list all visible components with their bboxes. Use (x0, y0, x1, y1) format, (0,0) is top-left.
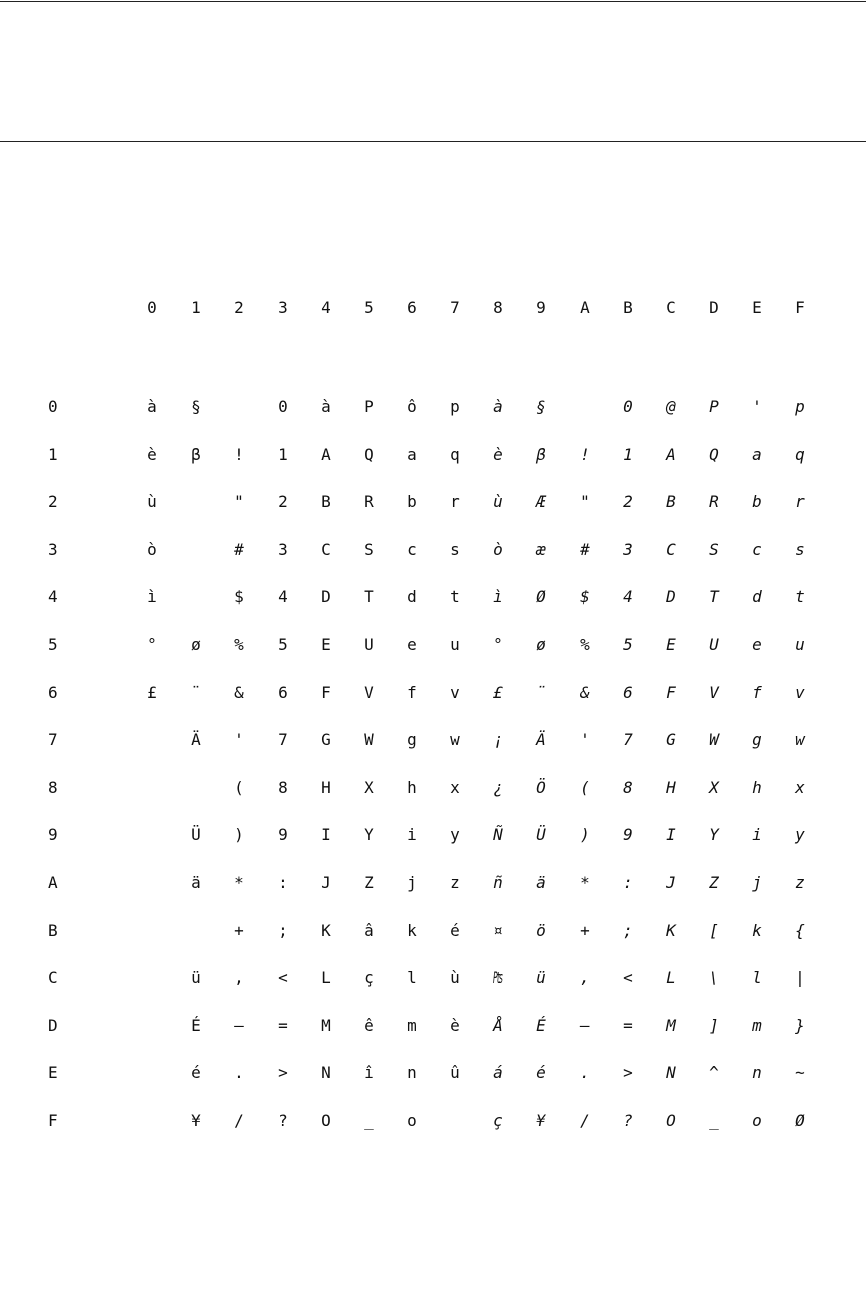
character-cell: R (709, 492, 719, 512)
column-header: 7 (450, 298, 460, 317)
character-cell: J (321, 873, 331, 892)
character-cell: h (752, 777, 762, 797)
character-cell: a (407, 444, 417, 464)
character-cell: _ (364, 1111, 374, 1130)
character-cell: " (580, 492, 590, 512)
character-cell: F (321, 682, 331, 702)
character-cell (137, 963, 167, 993)
character-cell: β (191, 444, 201, 464)
character-cell: ø (191, 635, 201, 654)
column-header: 3 (278, 298, 288, 317)
character-cell: Ñ (493, 825, 503, 845)
character-cell: f (407, 682, 417, 702)
character-cell: Ä (536, 730, 546, 750)
character-cell: à (147, 397, 157, 416)
character-cell: * (234, 873, 244, 892)
character-cell: c (407, 539, 417, 559)
character-cell: < (623, 968, 633, 988)
character-cell: ° (147, 635, 157, 654)
character-cell (137, 820, 167, 850)
character-cell: n (752, 1063, 762, 1083)
character-cell: M (321, 1015, 331, 1035)
character-cell: v (795, 682, 805, 702)
row-header: 5 (48, 635, 58, 654)
character-cell: Q (709, 444, 719, 464)
character-cell: ; (623, 920, 633, 940)
character-cell: l (407, 968, 417, 988)
character-cell: – (234, 1015, 244, 1035)
character-cell: 4 (278, 587, 288, 607)
column-header: 0 (147, 298, 157, 317)
character-cell: G (321, 730, 331, 750)
column-header: 5 (364, 298, 374, 317)
character-cell: H (666, 777, 676, 797)
character-cell: G (666, 730, 676, 750)
character-cell: ¥ (191, 1111, 201, 1130)
character-cell: , (234, 968, 244, 988)
row-header: 2 (48, 492, 58, 512)
row-header: A (48, 873, 58, 892)
character-cell: + (580, 920, 590, 940)
character-cell: ç (493, 1111, 503, 1130)
column-header: E (752, 298, 762, 317)
character-cell: * (580, 873, 590, 892)
character-cell: b (752, 492, 762, 512)
character-cell: 5 (278, 635, 288, 654)
character-cell: æ (536, 539, 546, 559)
character-cell: d (752, 587, 762, 607)
character-cell: § (536, 397, 546, 416)
character-cell (137, 773, 167, 803)
character-cell (181, 535, 211, 565)
character-cell: É (191, 1015, 201, 1035)
character-cell: S (709, 539, 719, 559)
character-cell: î (364, 1063, 374, 1083)
character-cell: ( (580, 777, 590, 797)
character-cell: ò (147, 539, 157, 559)
character-cell: Y (364, 825, 374, 845)
character-cell: á (493, 1063, 503, 1083)
character-cell: : (623, 873, 633, 892)
character-cell (224, 392, 254, 422)
character-cell: " (234, 492, 244, 512)
character-cell: P (709, 397, 719, 416)
character-cell: , (580, 968, 590, 988)
character-cell: ç (364, 968, 374, 988)
character-cell: ° (493, 635, 503, 654)
character-cell: V (709, 682, 719, 702)
character-cell: è (450, 1015, 460, 1035)
character-cell: ' (580, 730, 590, 750)
column-header: C (666, 298, 676, 317)
character-cell: O (321, 1111, 331, 1130)
character-cell: O (666, 1111, 676, 1130)
character-cell: Z (709, 873, 719, 892)
character-cell: M (666, 1015, 676, 1035)
character-cell: ] (709, 1015, 719, 1035)
character-cell: ñ (493, 873, 503, 892)
character-cell: 3 (278, 539, 288, 559)
character-cell: < (278, 968, 288, 988)
character-cell: . (234, 1063, 244, 1083)
character-cell: A (321, 444, 331, 464)
character-cell: Ä (191, 730, 201, 750)
column-header: B (623, 298, 633, 317)
character-cell: Z (364, 873, 374, 892)
character-cell (181, 582, 211, 612)
character-cell: ( (234, 777, 244, 797)
character-cell: m (752, 1015, 762, 1035)
character-cell: ! (234, 444, 244, 464)
row-header: D (48, 1015, 58, 1035)
character-cell: É (536, 1015, 546, 1035)
character-cell: \ (709, 968, 719, 988)
character-cell: é (536, 1063, 546, 1083)
character-cell (137, 1106, 167, 1136)
character-cell (137, 916, 167, 946)
character-cell: z (795, 873, 805, 892)
character-cell: t (450, 587, 460, 607)
character-cell: # (234, 539, 244, 559)
character-cell: + (234, 920, 244, 940)
row-header: 7 (48, 730, 58, 750)
character-cell: g (752, 730, 762, 750)
character-cell: Å (493, 1015, 503, 1035)
character-cell: 9 (623, 825, 633, 845)
character-cell: r (795, 492, 805, 512)
character-cell: 8 (623, 777, 633, 797)
character-cell: k (407, 920, 417, 940)
character-cell: d (407, 587, 417, 607)
column-header: 1 (191, 298, 201, 317)
character-cell: § (191, 397, 201, 416)
character-cell: & (234, 682, 244, 702)
character-cell: 3 (623, 539, 633, 559)
character-cell: | (795, 968, 805, 988)
character-cell: v (450, 682, 460, 702)
character-cell: @ (666, 397, 676, 416)
character-cell: Q (364, 444, 374, 464)
character-cell: = (623, 1015, 633, 1035)
character-cell: z (450, 873, 460, 892)
character-cell: ~ (795, 1063, 805, 1083)
column-header: D (709, 298, 719, 317)
character-cell: W (709, 730, 719, 750)
character-cell: V (364, 682, 374, 702)
character-cell (137, 868, 167, 898)
character-cell: K (321, 920, 331, 940)
column-header: 8 (493, 298, 503, 317)
character-cell: R (364, 492, 374, 512)
character-cell: H (321, 777, 331, 797)
character-cell: £ (147, 682, 157, 702)
character-cell: p (795, 397, 805, 416)
character-cell: / (234, 1111, 244, 1130)
character-cell: 8 (278, 777, 288, 797)
character-cell: ì (147, 587, 157, 607)
character-cell: e (407, 635, 417, 654)
character-cell: t (795, 587, 805, 607)
character-cell: = (278, 1015, 288, 1035)
character-cell: ù (450, 968, 460, 988)
row-header: B (48, 920, 58, 940)
character-cell: 2 (278, 492, 288, 512)
character-cell: £ (493, 682, 503, 702)
character-cell: ù (147, 492, 157, 512)
character-cell: ¡ (493, 730, 503, 750)
character-cell: y (795, 825, 805, 845)
character-cell: [ (709, 920, 719, 940)
character-cell: Ü (536, 825, 546, 845)
row-header: 4 (48, 587, 58, 607)
character-cell: h (407, 777, 417, 797)
row-header: 1 (48, 444, 58, 464)
character-cell: â (364, 920, 374, 940)
character-cell: ü (536, 968, 546, 988)
character-cell (137, 725, 167, 755)
row-header: F (48, 1111, 58, 1130)
character-cell: _ (709, 1111, 719, 1130)
character-cell: 4 (623, 587, 633, 607)
row-header: C (48, 968, 58, 988)
character-cell: C (666, 539, 676, 559)
character-cell: f (752, 682, 762, 702)
character-cell: a (752, 444, 762, 464)
character-cell: F (666, 682, 676, 702)
character-cell: ) (234, 825, 244, 845)
character-cell: ü (191, 968, 201, 988)
character-cell: L (321, 968, 331, 988)
character-cell: E (321, 635, 331, 654)
character-cell (181, 773, 211, 803)
character-cell: U (364, 635, 374, 654)
character-cell: X (364, 777, 374, 797)
character-cell: ê (364, 1015, 374, 1035)
character-cell: p (450, 397, 460, 416)
character-cell: Ø (536, 587, 546, 607)
character-cell: ø (536, 635, 546, 654)
character-cell: Ø (795, 1111, 805, 1130)
column-header: 9 (536, 298, 546, 317)
character-cell: Ö (536, 777, 546, 797)
column-header: 4 (321, 298, 331, 317)
character-cell: 2 (623, 492, 633, 512)
character-cell: J (666, 873, 676, 892)
character-cell: ö (536, 920, 546, 940)
character-cell: B (666, 492, 676, 512)
character-cell: X (709, 777, 719, 797)
character-cell: ¥ (536, 1111, 546, 1130)
character-cell: & (580, 682, 590, 702)
character-cell: . (580, 1063, 590, 1083)
character-cell: s (450, 539, 460, 559)
character-cell: 7 (278, 730, 288, 750)
column-header: 6 (407, 298, 417, 317)
character-cell: 1 (278, 444, 288, 464)
character-cell: } (795, 1015, 805, 1035)
character-cell (440, 1106, 470, 1136)
character-cell: û (450, 1063, 460, 1083)
row-header: 3 (48, 539, 58, 559)
character-cell: y (450, 825, 460, 845)
character-cell: – (580, 1015, 590, 1035)
character-cell: r (450, 492, 460, 512)
character-cell: W (364, 730, 374, 750)
character-cell: A (666, 444, 676, 464)
character-cell: > (623, 1063, 633, 1083)
character-cell: U (709, 635, 719, 654)
character-cell: 5 (623, 635, 633, 654)
column-header: 2 (234, 298, 244, 317)
character-cell: j (407, 873, 417, 892)
character-cell: è (147, 444, 157, 464)
character-cell: E (666, 635, 676, 654)
character-cell: i (407, 825, 417, 845)
character-cell: ' (234, 730, 244, 750)
character-cell: # (580, 539, 590, 559)
character-cell: ^ (709, 1063, 719, 1083)
character-cell: 0 (278, 397, 288, 416)
character-cell: ¨ (191, 682, 201, 702)
column-header: A (580, 298, 590, 317)
character-cell: ò (493, 539, 503, 559)
row-header: 6 (48, 682, 58, 702)
character-cell: ù (493, 492, 503, 512)
character-cell: : (278, 873, 288, 892)
character-cell: à (493, 397, 503, 416)
character-cell: b (407, 492, 417, 512)
character-cell: n (407, 1063, 417, 1083)
character-cell: T (364, 587, 374, 607)
character-cell: ? (623, 1111, 633, 1130)
character-cell: > (278, 1063, 288, 1083)
character-cell: ₧ (493, 968, 503, 988)
character-cell: L (666, 968, 676, 988)
character-cell: I (321, 825, 331, 845)
character-cell (181, 916, 211, 946)
row-header: E (48, 1063, 58, 1083)
character-cell (137, 1058, 167, 1088)
character-cell: $ (580, 587, 590, 607)
character-cell: j (752, 873, 762, 892)
character-cell: 1 (623, 444, 633, 464)
character-cell: D (666, 587, 676, 607)
character-cell: q (795, 444, 805, 464)
character-cell: c (752, 539, 762, 559)
character-cell: B (321, 492, 331, 512)
character-cell: ô (407, 397, 417, 416)
row-header: 0 (48, 397, 58, 416)
character-cell: ä (536, 873, 546, 892)
character-cell: T (709, 587, 719, 607)
character-cell: ¿ (493, 777, 503, 797)
character-cell: % (580, 635, 590, 654)
character-cell: u (450, 635, 460, 654)
character-cell: D (321, 587, 331, 607)
character-cell: 6 (278, 682, 288, 702)
character-cell: q (450, 444, 460, 464)
character-cell: I (666, 825, 676, 845)
character-cell: Y (709, 825, 719, 845)
character-cell: $ (234, 587, 244, 607)
character-cell: é (450, 920, 460, 940)
character-cell: o (752, 1111, 762, 1130)
character-cell: C (321, 539, 331, 559)
character-cell: s (795, 539, 805, 559)
character-cell: N (321, 1063, 331, 1083)
character-cell: g (407, 730, 417, 750)
character-cell: ¨ (536, 682, 546, 702)
character-cell: S (364, 539, 374, 559)
character-cell: / (580, 1111, 590, 1130)
character-cell: m (407, 1015, 417, 1035)
character-cell: u (795, 635, 805, 654)
character-cell: è (493, 444, 503, 464)
character-cell: K (666, 920, 676, 940)
row-header: 8 (48, 777, 58, 797)
character-cell: Æ (536, 492, 546, 512)
character-cell: i (752, 825, 762, 845)
character-cell: w (450, 730, 460, 750)
character-cell: P (364, 397, 374, 416)
character-cell: x (795, 777, 805, 797)
character-cell: ì (493, 587, 503, 607)
character-cell: 7 (623, 730, 633, 750)
character-cell: ä (191, 873, 201, 892)
column-header: F (795, 298, 805, 317)
character-cell: β (536, 444, 546, 464)
character-cell: é (191, 1063, 201, 1083)
character-cell: N (666, 1063, 676, 1083)
character-cell: 6 (623, 682, 633, 702)
character-cell: à (321, 397, 331, 416)
character-cell: 9 (278, 825, 288, 845)
character-cell (181, 487, 211, 517)
row-header: 9 (48, 825, 58, 845)
character-cell: Ü (191, 825, 201, 845)
character-cell: e (752, 635, 762, 654)
character-cell: x (450, 777, 460, 797)
character-cell: ) (580, 825, 590, 845)
character-cell: ? (278, 1111, 288, 1130)
character-cell: k (752, 920, 762, 940)
character-cell: ' (752, 397, 762, 416)
character-cell: % (234, 635, 244, 654)
character-cell: 0 (623, 397, 633, 416)
character-cell (137, 1011, 167, 1041)
character-cell: ¤ (493, 920, 503, 940)
character-cell: ! (580, 444, 590, 464)
character-cell: o (407, 1111, 417, 1130)
character-cell: ; (278, 920, 288, 940)
character-cell: w (795, 730, 805, 750)
character-cell: { (795, 920, 805, 940)
character-cell (570, 392, 600, 422)
character-cell: l (752, 968, 762, 988)
